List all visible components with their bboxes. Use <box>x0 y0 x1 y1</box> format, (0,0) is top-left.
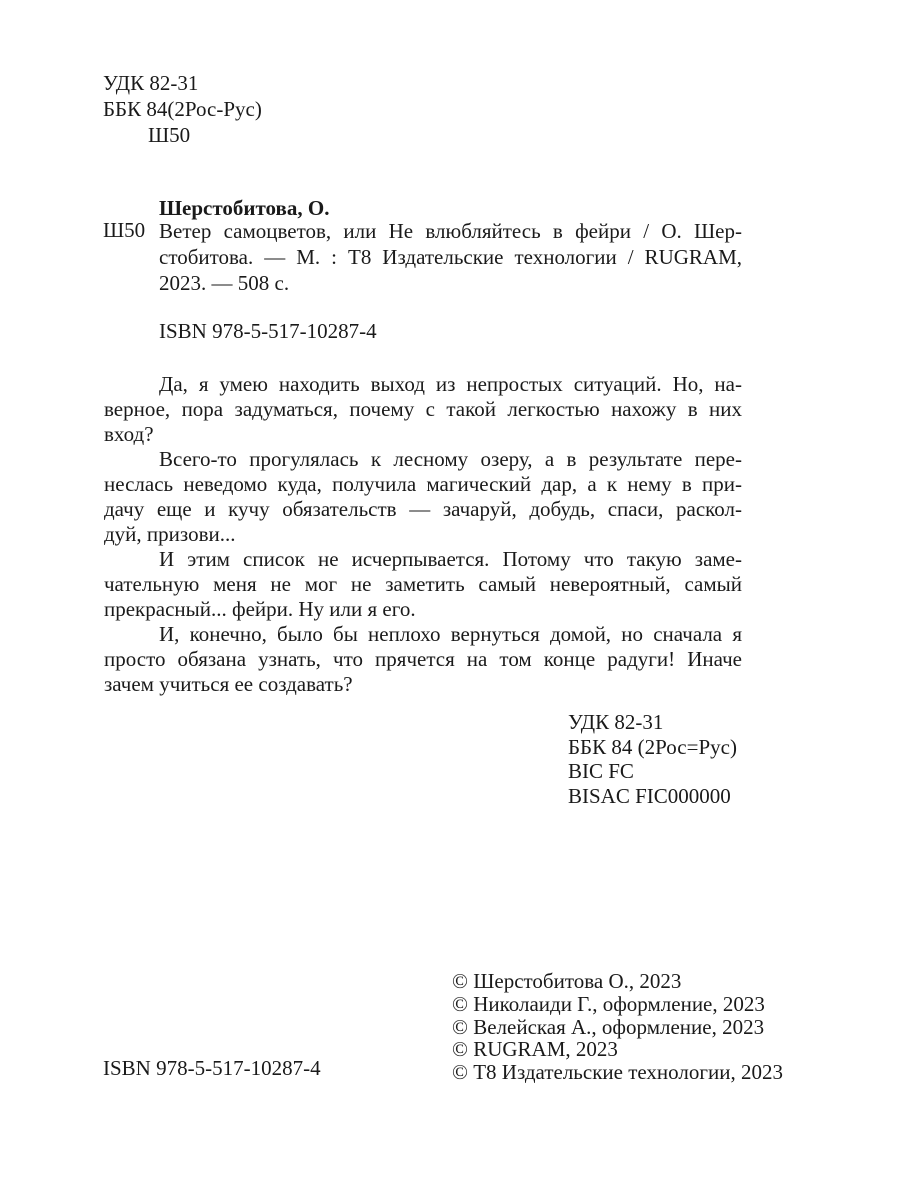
annotation-line: прекрасный... фейри. Ну или я его. <box>104 597 416 621</box>
author-mark: Ш50 <box>148 123 191 147</box>
copyright-block <box>452 970 783 1084</box>
annotation-line: дуй, призови... <box>104 522 236 546</box>
udk-code: УДК 82-31 <box>103 71 199 95</box>
annotation-line: просто обязана узнать, что прячется на том конце радуги! Иначе <box>104 647 742 671</box>
copyright-line: © Николаиди Г., оформление, 2023 <box>452 991 765 1016</box>
copyright-line: © Т8 Издательские технологии, 2023 <box>452 1060 783 1085</box>
isbn-main: ISBN 978-5-517-10287-4 <box>159 319 377 343</box>
biblio-line: стобитова. — М. : Т8 Издательские технологии / RUGRAM, <box>159 245 742 269</box>
copyright-line: © RUGRAM, 2023 <box>452 1037 618 1062</box>
copyright-line: © Велейская А., оформление, 2023 <box>452 1014 765 1039</box>
annotation <box>104 372 742 697</box>
annotation-line: дачу еще и кучу обязательств — зачаруй, добудь, спаси, раскол- <box>104 497 742 521</box>
bisac-code: BISAC FIC000000 <box>568 784 731 809</box>
bic-code: BIC FC <box>568 759 634 784</box>
copyright-line: © Шерстобитова О., 2023 <box>452 969 682 993</box>
classification-codes-top <box>103 70 262 148</box>
classification-codes-right <box>568 710 737 809</box>
annotation-line: вход? <box>104 422 154 446</box>
annotation-line: И, конечно, было бы неплохо вернуться домой, но сначала я <box>159 622 742 646</box>
annotation-line: Да, я умею находить выход из непростых ситуаций. Но, на- <box>159 372 742 396</box>
annotation-line: чательную меня не мог не заметить самый невероятный, самый <box>104 572 742 596</box>
author-heading: Шерстобитова, О. <box>159 196 330 220</box>
biblio-line: Ветер самоцветов, или Не влюбляйтесь в фейри / О. Шер- <box>159 219 742 243</box>
annotation-line: зачем учиться ее создавать? <box>104 672 353 696</box>
isbn-bottom: ISBN 978-5-517-10287-4 <box>103 1056 321 1080</box>
bibliographic-description <box>159 218 742 296</box>
annotation-line: неслась неведомо куда, получила магический дар, а к нему в при- <box>104 472 742 496</box>
bbk-code: ББК 84(2Рос-Рус) <box>103 97 262 121</box>
annotation-line: Всего-то прогулялась к лесному озеру, а в результате пере- <box>159 447 742 471</box>
annotation-line: И этим список не исчерпывается. Потому что такую заме- <box>159 547 742 571</box>
bbk-code: ББК 84 (2Рос=Рус) <box>568 734 737 759</box>
udk-code: УДК 82-31 <box>568 710 664 734</box>
biblio-line: 2023. — 508 с. <box>159 271 290 295</box>
annotation-line: верное, пора задуматься, почему с такой легкостью нахожу в них <box>104 397 742 421</box>
author-sign: Ш50 <box>103 218 146 242</box>
